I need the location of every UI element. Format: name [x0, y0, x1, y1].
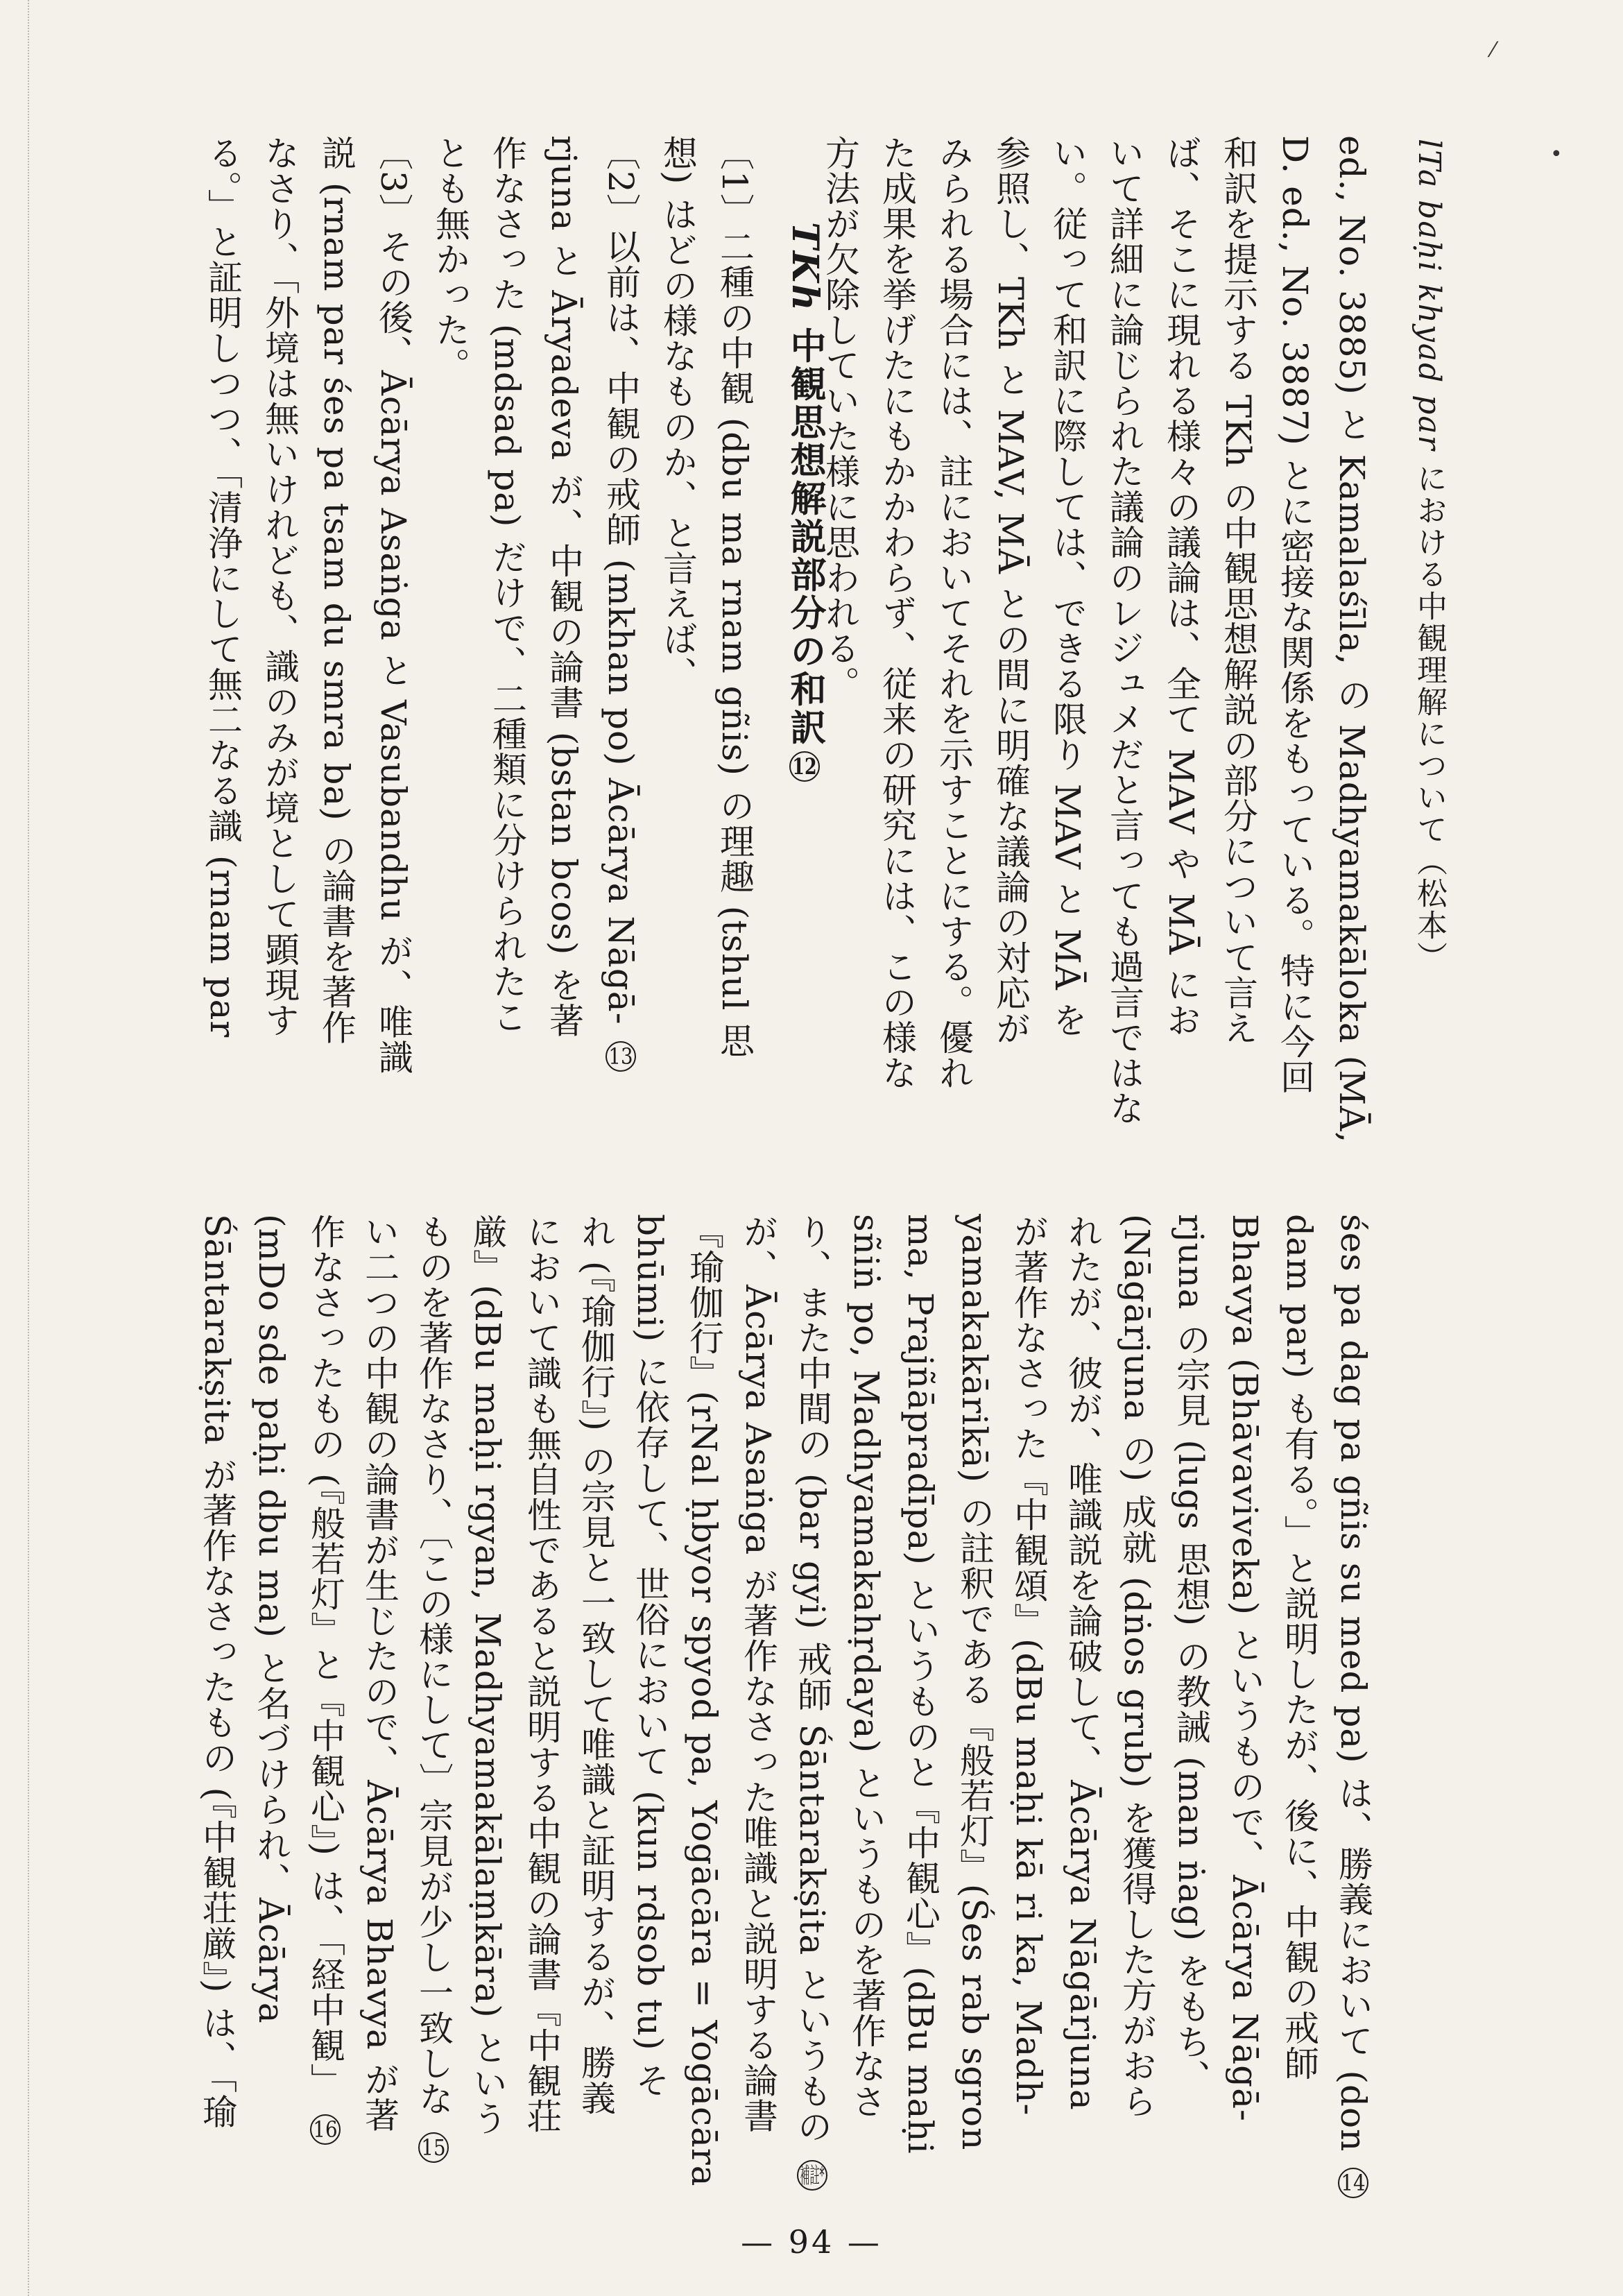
text-line: ed., No. 3885) と Kamalaśīla, の Madhyamakāloka (MĀ, — [1332, 135, 1372, 1144]
text-line — [785, 1214, 839, 2234]
note-marker-16: 16 — [310, 2114, 341, 2145]
note-marker-15: 15 — [418, 2132, 449, 2163]
text-line: 〔1〕二種の中観 (dbu ma rnam gñis) の理趣 (tshul 思 — [714, 135, 755, 1059]
text-line: (Nāgārjuna の) 成就 (dṅos grub) を獲得した方がおら — [1117, 1214, 1157, 2119]
text-line: ma, Prajñāpradīpa) というものと『中観心』(dBu maḥi — [900, 1214, 941, 2154]
text-line-content: 作なさったもの (『般若灯』と『中観心』) は、「経中観」 — [305, 1214, 345, 2098]
text-line: yamakakārikā) の註釈である『般若灯』(Śes rab sgron — [954, 1214, 995, 2151]
intro-paragraph — [820, 135, 1380, 1148]
text-line — [406, 1214, 461, 2234]
text-line: 想) はどの様なものか、と言えば、 — [658, 135, 698, 692]
running-head — [1401, 139, 1457, 1068]
text-line-content: 〔2〕以前は、中観の戒師 (mkhan po) Ācārya Nāgā- — [601, 135, 641, 1025]
text-line: sñiṅ po, Madhyamakahṛdaya) というものを著作なさ — [846, 1214, 886, 2119]
scan-mark-dot: • — [1550, 142, 1563, 166]
text-line — [1326, 1214, 1380, 2234]
text-line: において識も無自性であると説明する中観の論書『中観荘 — [522, 1214, 562, 2134]
note-marker-13: 13 — [606, 1041, 636, 1072]
section-heading-italic: TKh — [784, 222, 826, 313]
text-line-content: śes pa dag pa gñis su med pa) は、勝義において (don — [1333, 1214, 1373, 2152]
text-line: みられる場合には、註においてそれを示すことにする。優れ — [934, 135, 974, 1090]
text-line: 説 (rnam par śes pa tsam du smra ba) の論書を著作 — [316, 135, 357, 1045]
text-line: が、Ācārya Asaṅga が著作なさった唯識と説明する論書 — [738, 1214, 778, 2134]
note-marker-14: 14 — [1338, 2168, 1368, 2198]
text-line: なさり、「外境は無いけれども、識のみが境として顕現す — [259, 135, 300, 1038]
text-line-content: り、また中間の (bar gyi) 戒師 Śāntarakṣita というもの — [792, 1214, 832, 2145]
section-heading — [777, 222, 832, 1054]
text-line: る。」と証明しつつ、「清浄にして無二なる識 (rnam par — [203, 135, 243, 1038]
text-line: 『瑜伽行』(rNal ḥbyor spyod pa, Yogācāra = Yogācāra — [684, 1214, 724, 2187]
text-line: れ (『瑜伽行』) の宗見と一致して唯識と証明するが、勝義 — [576, 1214, 616, 2116]
text-line: D. ed., No. 3887) とに密接な関係をもっている。特に今回 — [1275, 135, 1315, 1095]
text-line: 方法が欠除していた様に思われる。 — [820, 135, 860, 701]
text-line: れたが、彼が、唯識説を論破して、Ācārya Nāgārjuna — [1063, 1214, 1103, 2111]
text-line: rjuna の宗見 (lugs 思想) の教誡 (man ṅag) をもち、 — [1171, 1214, 1211, 2096]
running-head-rest: における中観理解について（松本） — [1411, 451, 1447, 973]
text-line: rjuna と Āryadeva が、中観の論書 (bstan bcos) を著 — [544, 135, 584, 1038]
text-line: ば、そこに現れる様々の議論は、全て MAV や MĀ にお — [1161, 135, 1201, 1038]
text-line — [592, 135, 649, 1148]
text-line: 作なさった (mdsad pa) だけで、二種類に分けられたこ — [487, 135, 527, 1035]
page-number: — 94 — — [741, 2223, 882, 2261]
text-line: Śāntarakṣita が著作なさったもの (『中観荘厳』) は、「瑜 — [197, 1214, 237, 2130]
translation-paragraph — [166, 135, 763, 1148]
supplementary-note-marker: 補註* — [797, 2160, 827, 2191]
text-line: 参照し、TKh と MAV, MĀ との間に明確な議論の対応が — [990, 135, 1031, 1046]
text-line: た成果を挙げたにもかかわらず、従来の研究には、この様な — [877, 135, 917, 1090]
text-line — [298, 1214, 352, 2234]
text-line: い二つの中観の論書が生じたので、Ācārya Bhavya が著 — [359, 1214, 400, 2133]
text-line: いて詳細に論じられた議論のレジュメだと言っても過言ではな — [1104, 135, 1144, 1126]
text-line: bhūmi) に依存して、世俗において (kun rdsob tu) そ — [630, 1214, 670, 2098]
page-edge — [28, 0, 31, 2296]
text-line: 厳』(dBu maḥi rgyan, Madhyamakālaṃkāra) という — [467, 1214, 508, 2136]
running-head-italic: lTa baḥi khyad par — [1411, 139, 1447, 452]
note-marker-12: 12 — [789, 751, 820, 782]
text-line: 〔3〕その後、Ācārya Asaṅga と Vasubandhu が、唯識 — [373, 135, 413, 1075]
text-line: (mDo sde paḥi dbu ma) と名づけられ、Ācārya — [251, 1214, 291, 2024]
text-line: い。従って和訳に際しては、できる限り MAV と MĀ を — [1047, 135, 1088, 1038]
section-heading-text: 中観思想解説部分の和訳 — [784, 312, 826, 747]
scan-mark-tick: ⁄ — [1491, 38, 1495, 62]
text-line: Bhavya (Bhāvaviveka) というもので、Ācārya Nāgā- — [1225, 1214, 1265, 2122]
continuation-paragraph — [187, 1214, 1380, 2234]
text-line: 和訳を提示する TKh の中観思想解説の部分について言え — [1218, 135, 1258, 1046]
text-line: が著作なさった『中観頌』(dBu maḥi kā ri ka, Madh- — [1008, 1214, 1049, 2116]
text-line-content: ものを著作なさり、〔この様にして〕宗見が少し一致しな — [413, 1214, 454, 2116]
text-line: とも無かった。 — [430, 135, 470, 383]
text-line: dam par) も有る。」と説明したが、後に、中観の戒師 — [1279, 1214, 1319, 2082]
